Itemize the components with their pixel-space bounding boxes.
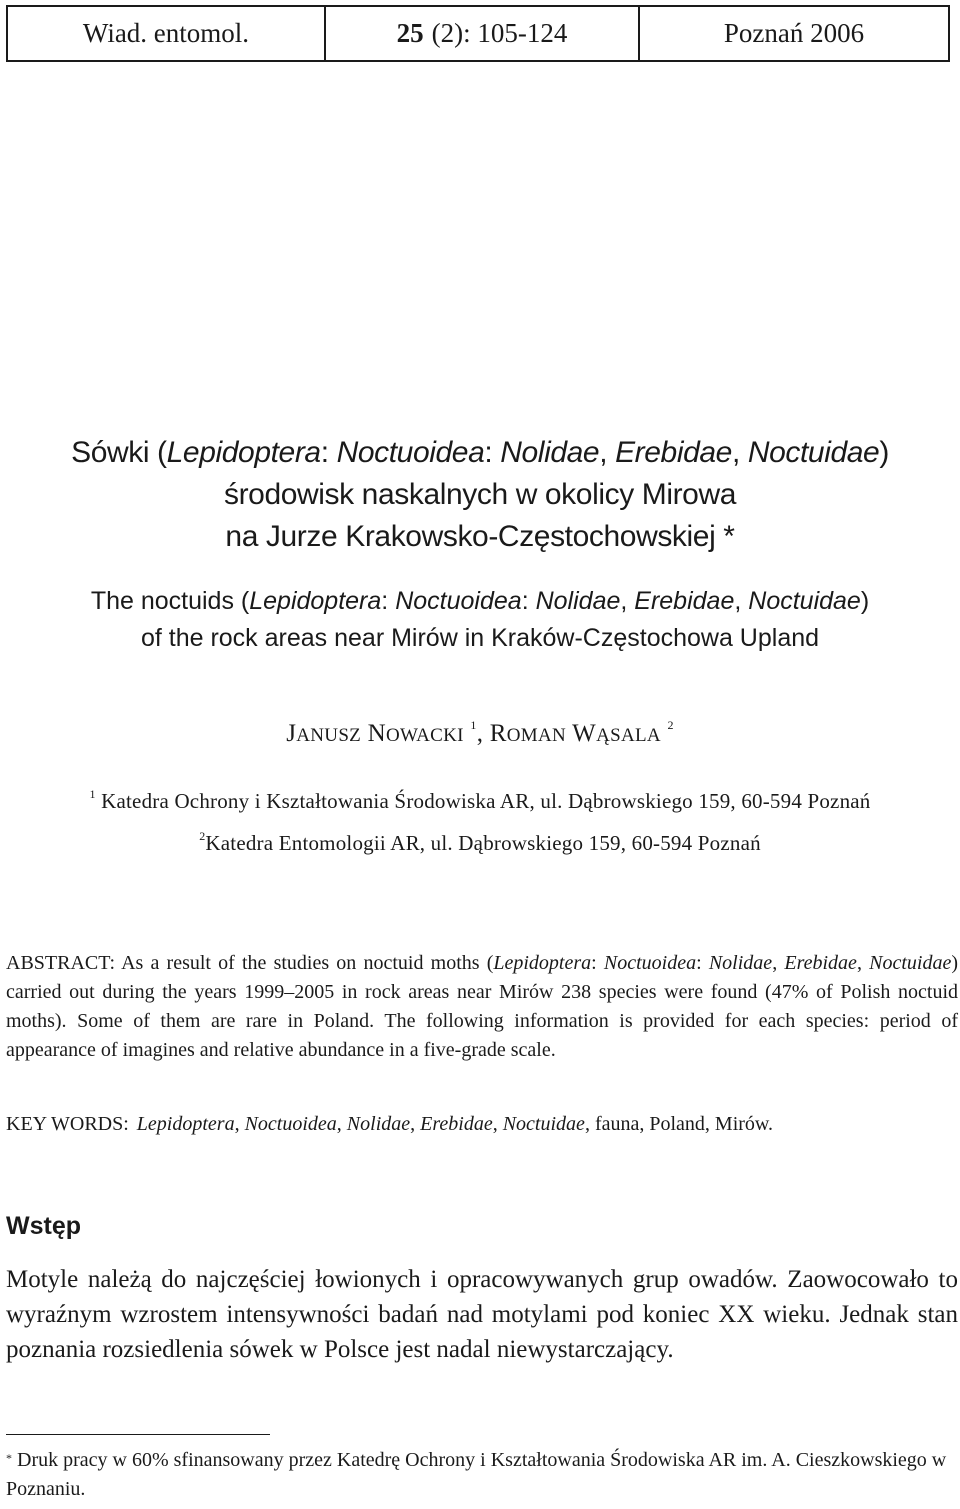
title-english [0, 583, 960, 657]
taxon-name: Nolidae [535, 587, 621, 615]
place-year [640, 7, 948, 60]
title-english-line1 [0, 583, 960, 620]
abstract-text: ) carried out during the years 1999–2005 in rock areas near Mirów 238 species were found (47% of Polish noctuid moths). Some of them are rare in Poland. The following information is provided for each species: period of appearance of imagines and relative abundance in a five-grade scale. [6, 952, 958, 1061]
journal-header [6, 5, 950, 62]
author-2-initial: R [489, 720, 507, 747]
keyword: Nolidae [346, 1113, 411, 1135]
footnote-divider [6, 1434, 270, 1435]
title-pl-text: : [484, 436, 501, 469]
abstract-text: : [696, 952, 709, 974]
title-en-text: ) [860, 587, 870, 615]
journal-name-text: Wiad. entomol. [82, 18, 250, 48]
author-2-affiliation-marker: 2 [667, 718, 674, 732]
issue-pages: (2): 105-124 [431, 18, 568, 48]
keyword: Noctuoidea [244, 1113, 337, 1135]
volume-issue [326, 7, 640, 60]
place-year-text: Poznań 2006 [723, 18, 865, 48]
title-en-text: , [734, 587, 749, 615]
taxon-name: Noctuoidea [603, 952, 697, 974]
abstract-text: , [856, 952, 870, 974]
footnote [6, 1446, 958, 1504]
author-1-surname: OWACKI [386, 725, 464, 746]
affiliation-1-marker: 1 [89, 787, 96, 801]
taxon-name: Noctuidae [869, 952, 952, 974]
abstract-text: : [591, 952, 604, 974]
abstract [6, 949, 958, 1065]
author-1-first-name: ANUSZ [296, 725, 362, 746]
keyword-rest: , fauna, Poland, Mirów. [584, 1113, 774, 1135]
keyword: Erebidae [420, 1113, 493, 1135]
keyword: Noctuidae [502, 1113, 585, 1135]
taxon-name: Noctuidae [747, 436, 880, 469]
taxon-name: Noctuoidea [395, 587, 522, 615]
section-heading: Wstęp [6, 1212, 81, 1240]
author-1-affiliation-marker: 1 [470, 718, 477, 732]
title-pl-text: ) [879, 436, 889, 469]
title-en-text: : [381, 587, 396, 615]
affiliation-2-marker: 2 [199, 829, 206, 843]
taxon-name: Noctuidae [748, 587, 861, 615]
title-en-text: : [521, 587, 536, 615]
footnote-marker: * [6, 1451, 12, 1465]
taxon-name: Lepidoptera [249, 587, 382, 615]
abstract-text: ABSTRACT: As a result of the studies on noctuid moths ( [6, 952, 494, 974]
author-2-first-name: OMAN [506, 725, 567, 746]
title-pl-text: , [599, 436, 616, 469]
author-separator: , [476, 720, 490, 747]
affiliation-2 [0, 831, 960, 856]
taxon-name: Erebidae [784, 952, 857, 974]
taxon-name: Noctuoidea [336, 436, 485, 469]
author-2-surname: ĄSALA [596, 725, 661, 746]
title-polish-line3: na Jurze Krakowsko-Częstochowskiej * [225, 520, 735, 553]
keyword: Lepidoptera [136, 1113, 235, 1135]
taxon-name: Lepidoptera [166, 436, 321, 469]
author-2-surname-initial: W [572, 720, 597, 747]
keywords [6, 1109, 958, 1139]
author-list [0, 720, 960, 748]
footnote-text: Druk pracy w 60% sfinansowany przez Katedrę Ochrony i Kształtowania Środowiska AR im. A. Cieszkowskiego w Poznaniu. [6, 1449, 947, 1500]
title-polish [0, 432, 960, 558]
taxon-name: Nolidae [708, 952, 773, 974]
keyword-separator: , [492, 1113, 503, 1135]
abstract-text: , [772, 952, 785, 974]
affiliation-1-text: Katedra Ochrony i Kształtowania Środowiska AR, ul. Dąbrowskiego 159, 60-594 Poznań [101, 789, 871, 813]
keyword-separator: , [410, 1113, 421, 1135]
title-english-line2: of the rock areas near Mirów in Kraków-Częstochowa Upland [140, 624, 820, 652]
keywords-label: KEY WORDS: [6, 1113, 129, 1135]
title-polish-line2: środowisk naskalnych w okolicy Mirowa [223, 478, 737, 511]
keyword-separator: , [234, 1113, 245, 1135]
title-pl-text: , [731, 436, 748, 469]
author-1-surname-initial: N [367, 720, 387, 747]
taxon-name: Nolidae [500, 436, 600, 469]
volume-number: 25 [396, 18, 424, 48]
keywords-list [137, 1109, 958, 1139]
affiliation-2-text: Katedra Entomologii AR, ul. Dąbrowskiego 159, 60-594 Poznań [205, 831, 761, 855]
intro-paragraph: Motyle należą do najczęściej łowionych i opracowywanych grup owadów. Zaowocowało to wyraźnym wzrostem intensywności badań nad motylami pod koniec XX wieku. Jednak stan poznania rozsiedlenia sówek w Polsce jest nadal niewystarczający. [6, 1266, 958, 1363]
affiliation-1 [0, 789, 960, 814]
title-en-text: , [620, 587, 635, 615]
journal-name [8, 7, 326, 60]
title-pl-text: : [320, 436, 337, 469]
title-en-text: The noctuids ( [90, 587, 250, 615]
title-polish-line1 [0, 432, 960, 474]
author-1-initial: J [286, 720, 297, 747]
taxon-name: Erebidae [615, 436, 732, 469]
taxon-name: Erebidae [634, 587, 735, 615]
keyword-separator: , [336, 1113, 347, 1135]
title-pl-text: Sówki ( [71, 436, 167, 469]
taxon-name: Lepidoptera [493, 952, 592, 974]
